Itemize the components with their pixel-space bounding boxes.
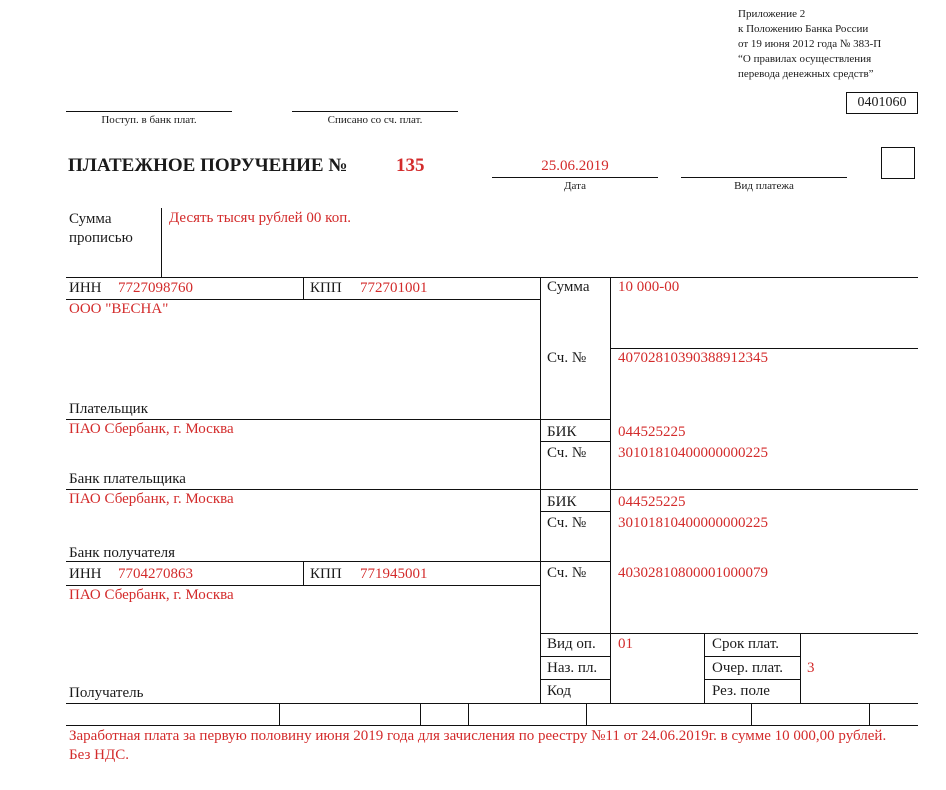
payer-account-label: Сч. №	[547, 350, 587, 366]
term-label: Срок плат.	[712, 636, 780, 652]
recipient-account-label: Сч. №	[547, 565, 587, 581]
recipient-inn-label: ИНН	[69, 566, 102, 582]
recipient-bank-bik-label: БИК	[547, 494, 577, 510]
payer-kpp: 772701001	[360, 280, 428, 296]
recipient-label: Получатель	[69, 685, 144, 701]
payer-bank-account: 30101810400000000225	[618, 445, 768, 461]
code-label: Код	[547, 683, 571, 699]
recipient-bank-name: ПАО Сбербанк, г. Москва	[69, 491, 234, 507]
payer-bank-account-label: Сч. №	[547, 445, 587, 461]
payer-inn-label: ИНН	[69, 280, 102, 296]
appendix-line-2: к Положению Банка России	[738, 23, 869, 35]
priority-label: Очер. плат.	[712, 660, 783, 676]
amount-label: Сумма	[547, 279, 590, 295]
amount-words-label: Сумма прописью	[69, 211, 133, 246]
recipient-bank-bik: 044525225	[618, 494, 686, 510]
op-type-value: 01	[618, 636, 633, 652]
payer-bank-label: Банк плательщика	[69, 471, 186, 487]
payer-bank-bik-label: БИК	[547, 424, 577, 440]
purpose-code-label: Наз. пл.	[547, 660, 598, 676]
recipient-account: 40302810800001000079	[618, 565, 768, 581]
payer-label: Плательщик	[69, 401, 148, 417]
appendix-block	[738, 7, 881, 82]
debited-label: Списано со сч. плат.	[327, 114, 423, 126]
payer-account: 40702810390388912345	[618, 350, 768, 366]
priority-value: 3	[807, 660, 815, 676]
recipient-bank-account-label: Сч. №	[547, 515, 587, 531]
order-number: 135	[396, 155, 425, 176]
payer-name: ООО "ВЕСНА"	[69, 301, 169, 317]
payer-bank-bik: 044525225	[618, 424, 686, 440]
payer-inn: 7727098760	[118, 280, 193, 296]
recipient-inn: 7704270863	[118, 566, 193, 582]
recipient-name: ПАО Сбербанк, г. Москва	[69, 587, 234, 603]
amount-value: 10 000-00	[618, 279, 680, 295]
recipient-kpp-label: КПП	[310, 566, 342, 582]
payment-type-label: Вид платежа	[734, 180, 794, 192]
payment-purpose: Заработная плата за первую половину июня 2019 года для зачисления по реестру №11 от 24.06.2019г. в сумме 10 000,00 рублей. Без НДС.	[69, 728, 887, 763]
reserve-label: Рез. поле	[712, 683, 770, 699]
order-date: 25.06.2019	[541, 158, 609, 174]
appendix-line-4: “О правилах осуществления	[738, 53, 872, 65]
appendix-line-3: от 19 июня 2012 года № 383-П	[738, 38, 882, 50]
appendix-line-1: Приложение 2	[738, 8, 806, 20]
form-code: 0401060	[846, 92, 918, 114]
payer-kpp-label: КПП	[310, 280, 342, 296]
payment-type-box	[881, 147, 915, 179]
recipient-kpp: 771945001	[360, 566, 428, 582]
date-label: Дата	[564, 180, 586, 192]
payer-bank-name: ПАО Сбербанк, г. Москва	[69, 421, 234, 437]
page-title: ПЛАТЕЖНОЕ ПОРУЧЕНИЕ №	[68, 155, 348, 176]
appendix-line-5: перевода денежных средств”	[738, 68, 874, 80]
recipient-bank-label: Банк получателя	[69, 545, 176, 561]
recipient-bank-account: 30101810400000000225	[618, 515, 768, 531]
amount-words-value: Десять тысяч рублей 00 коп.	[169, 210, 351, 226]
received-label: Поступ. в банк плат.	[101, 114, 197, 126]
op-type-label: Вид оп.	[547, 636, 596, 652]
